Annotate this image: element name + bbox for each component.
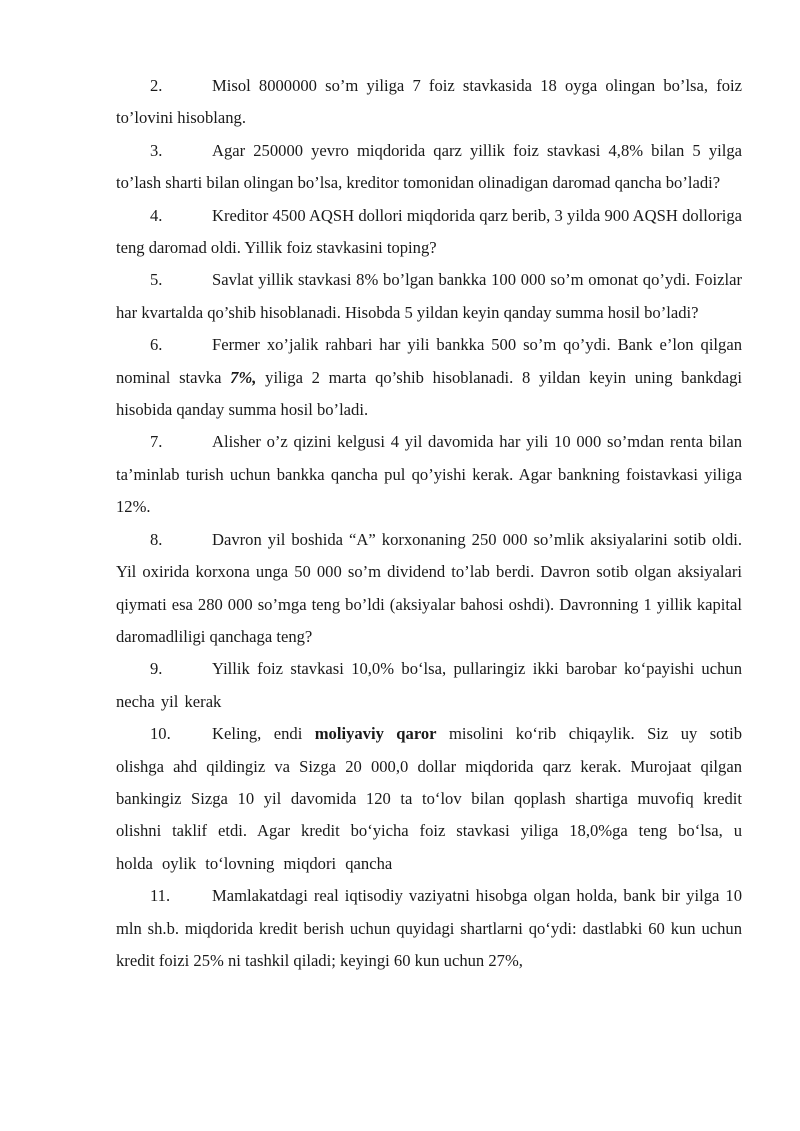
item-number: 11. [150,886,171,906]
item-text-rest: misolini ko‘rib chiqaylik. Siz uy sotib olishga ahd qildingiz va Sizga 20 000,0 dollar miqdorida qarz kerak. Murojaat qilgan bankingiz Sizga 10 yil davomida 120 ta to‘lov bilan qoplash shartiga muvofiq kredit olishni taklif etdi. Agar kredit bo‘yicha foiz stavkasi yiliga 18,0%ga teng bo‘lsa, u holda oylik to‘lovning miqdori qancha [116,724,742,873]
item-emphasis: moliyaviy qaror [314,724,437,744]
problem-9 [116,653,742,718]
item-text: Davron yil boshida “A” korxonaning 250 000 so’mlik aksiyalarini sotib oldi. Yil oxirida korxona unga 50 000 so’m dividend to’lab berdi. Davron sotib olgan aksiyalari qiymati esa 280 000 so’mga teng bo’ldi (aksiyalar bahosi oshdi). Davronning 1 yillik kapital daromadliligi qanchaga teng? [116,529,742,646]
problem-4 [116,200,742,265]
problem-5 [116,264,742,329]
item-number: 9. [150,659,163,679]
item-emphasis: 7%, [230,367,257,387]
item-text: Savlat yillik stavkasi 8% bo’lgan bankka 100 000 so’m omonat qo’ydi. Foizlar har kvartalda qo’shib hisoblanadi. Hisobda 5 yildan keyin qanday summa hosil bo’ladi? [116,270,742,322]
item-text: Yillik foiz stavkasi 10,0% bo‘lsa, pullaringiz ikki barobar ko‘payishi uchun necha yil kerak [116,659,742,711]
item-text-rest: yiliga 2 marta qo’shib hisoblanadi. 8 yildan keyin uning bankdagi hisobida qanday summa hosil bo’ladi. [116,367,743,420]
problem-6 [116,329,742,426]
item-number: 4. [150,205,163,225]
item-text: Kreditor 4500 AQSH dollori miqdorida qarz berib, 3 yilda 900 AQSH dolloriga teng daromad oldi. Yillik foiz stavkasini toping? [116,205,742,258]
problem-8 [116,524,742,654]
item-number: 10. [150,724,171,744]
item-number: 3. [150,140,163,160]
problem-10 [116,718,742,880]
item-text: Fermer xo’jalik rahbari har yili bankka 500 so’m qo’ydi. Bank e’lon qilgan nominal stavka [116,335,742,387]
item-text: Misol 8000000 so’m yiliga 7 foiz stavkasida 18 oyga olingan bo’lsa, foiz to’lovini hisoblang. [116,76,742,128]
problem-7 [116,426,742,523]
item-text: Mamlakatdagi real iqtisodiy vaziyatni hisobga olgan holda, bank bir yilga 10 mln sh.b. miqdorida kredit berish uchun quyidagi shartlarni qo‘ydi: dastlabki 60 kun uchun kredit foizi 25% ni tashkil qiladi; keyingi 60 kun uchun 27%, [116,886,742,970]
item-number: 5. [150,270,163,290]
item-number: 6. [150,335,163,355]
problem-2 [116,70,742,135]
item-text: Alisher o’z qizini kelgusi 4 yil davomida har yili 10 000 so’mdan renta bilan ta’minlab turish uchun bankka qancha pul qo’yishi kerak. Agar bankning foistavkasi yiliga 12%. [116,432,742,517]
item-number: 8. [150,529,163,549]
document-page [116,70,742,977]
item-text: Agar 250000 yevro miqdorida qarz yillik foiz stavkasi 4,8% bilan 5 yilga to’lash sharti bilan olingan bo’lsa, kreditor tomonidan olinadigan daromad qancha bo’ladi? [116,140,742,193]
problem-3 [116,135,742,200]
item-text: Keling, endi [212,724,315,744]
item-number: 7. [150,432,163,452]
problem-11 [116,880,742,977]
item-number: 2. [150,76,163,95]
